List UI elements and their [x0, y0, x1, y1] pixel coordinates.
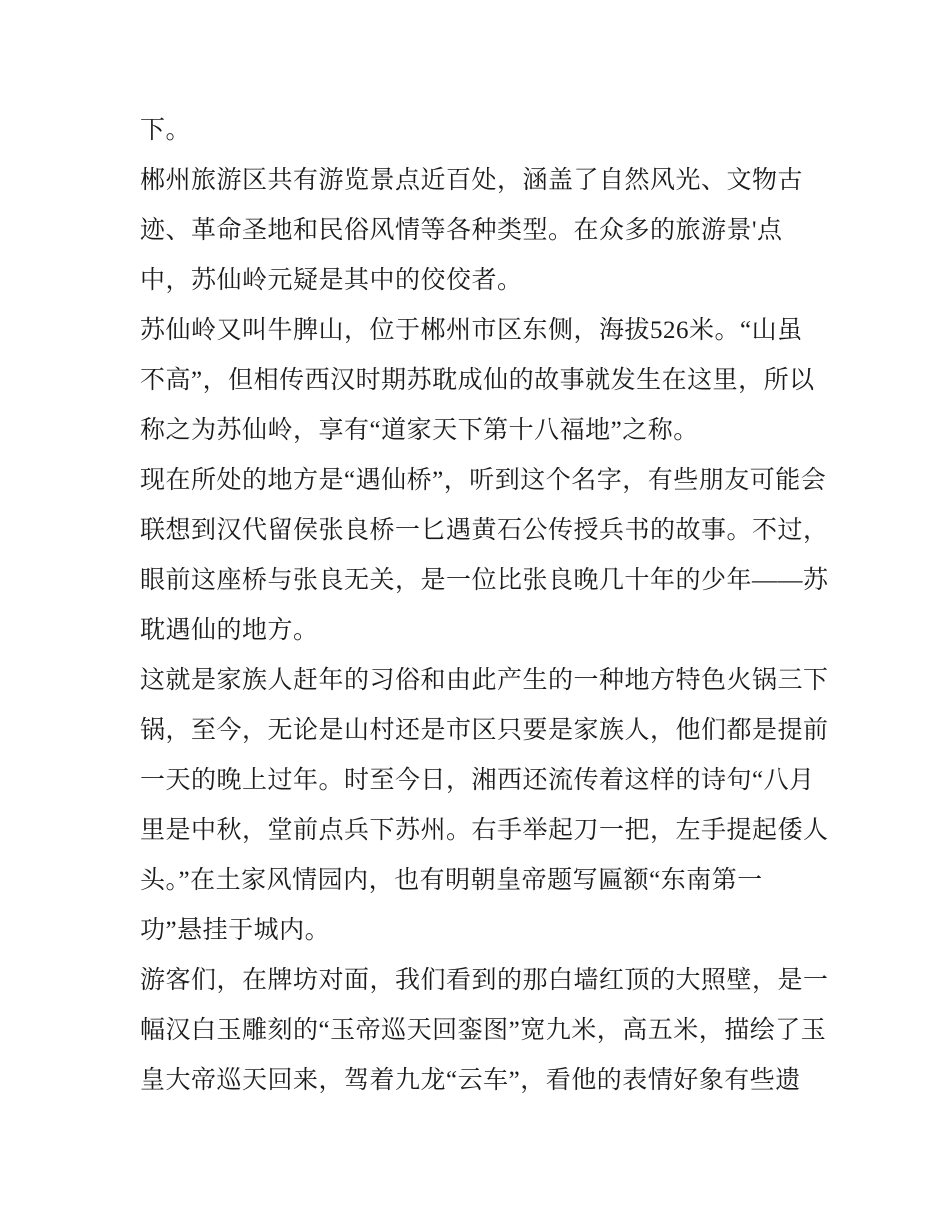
- text-line: 里是中秋，堂前点兵下苏州。右手举起刀一把，左手提起倭人: [140, 817, 829, 844]
- text-line: 皇大帝巡天回来，驾着九龙“云车”，看他的表情好象有些遗: [140, 1067, 801, 1094]
- text-line: 联想到汉代留侯张良桥一匕遇黄石公传授兵书的故事。不过，: [140, 517, 829, 544]
- text-line: 一天的晚上过年。时至今日，湘西还流传着这样的诗句“八月: [140, 767, 815, 794]
- text-line: 这就是家族人赶年的习俗和由此产生的一种地方特色火锅三下: [140, 667, 829, 694]
- text-line: 功”悬挂于城内。: [140, 917, 331, 944]
- text-line: 苏仙岭又叫牛脾山，位于郴州市区东侧，海拔526米。“山虽: [140, 317, 803, 344]
- text-line: 头。”在土家风情园内，也有明朝皇帝题写匾额“东南第一: [140, 867, 763, 894]
- text-line: 下。: [140, 117, 192, 144]
- text-line: 迹、革命圣地和民俗风情等各种类型。在众多的旅游景'点: [140, 217, 783, 244]
- text-line: 眼前这座桥与张良无关，是一位比张良晚几十年的少年——苏: [140, 567, 829, 594]
- text-line: 郴州旅游区共有游览景点近百处，涵盖了自然风光、文物古: [140, 167, 804, 194]
- text-line: 称之为苏仙岭，享有“道家天下第十八福地”之称。: [140, 417, 699, 444]
- document-body: [140, 106, 829, 1106]
- text-line: 耽遇仙的地方。: [140, 617, 319, 644]
- text-line: 锅，至今，无论是山村还是市区只要是家族人，他们都是提前: [140, 717, 829, 744]
- text-line: 幅汉白玉雕刻的“玉帝巡天回銮图”宽九米，高五米，描绘了玉: [140, 1017, 827, 1044]
- text-line: 中，苏仙岭元疑是其中的佼佼者。: [140, 267, 523, 294]
- text-line: 现在所处的地方是“遇仙桥”，听到这个名字，有些朋友可能会: [140, 467, 827, 494]
- text-line: 不高”，但相传西汉时期苏耽成仙的故事就发生在这里，所以: [140, 367, 815, 394]
- text-line: 游客们，在牌坊对面，我们看到的那白墙红顶的大照壁，是一: [140, 967, 829, 994]
